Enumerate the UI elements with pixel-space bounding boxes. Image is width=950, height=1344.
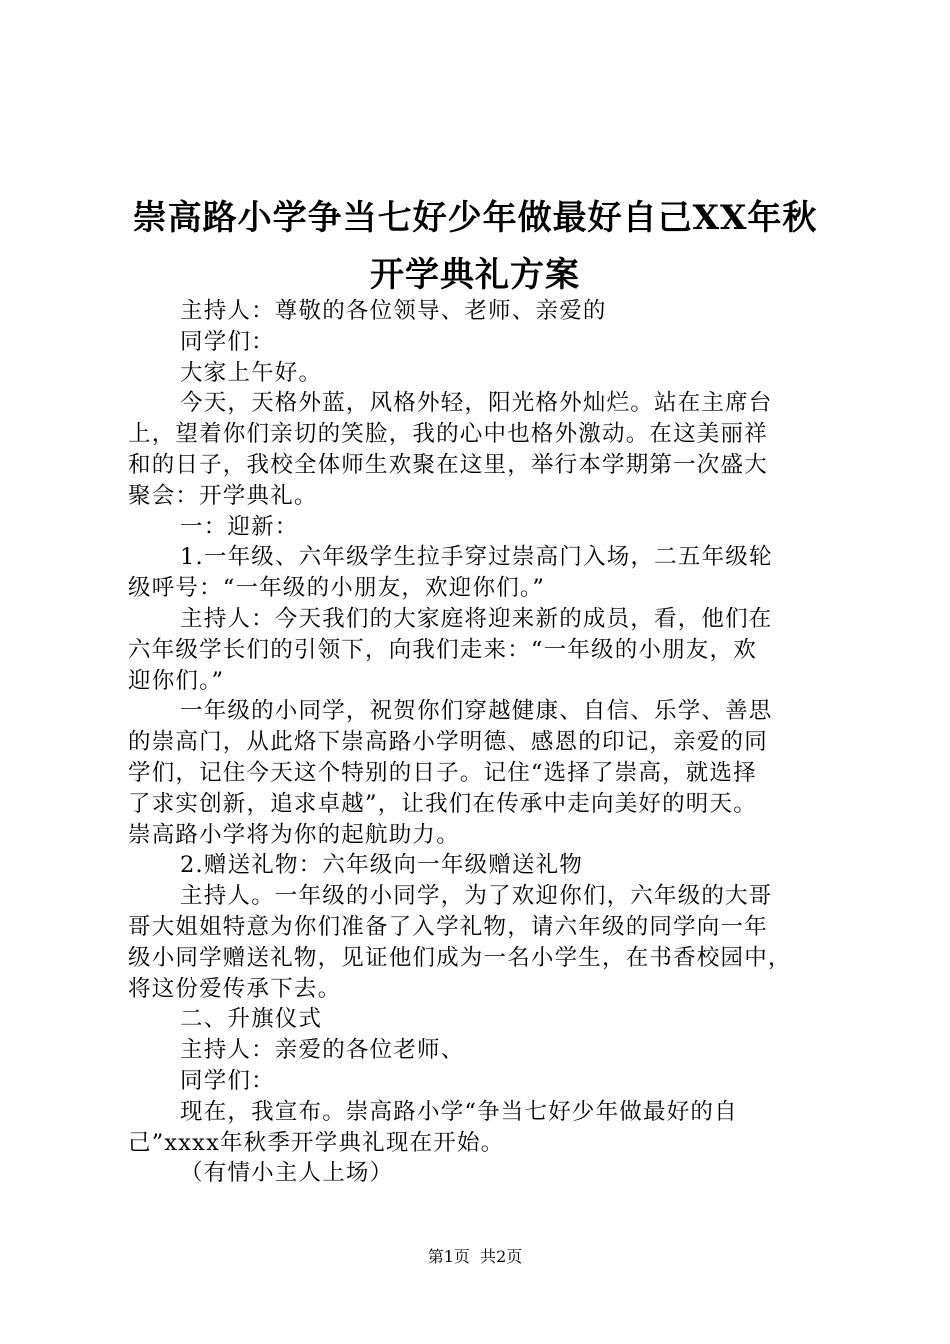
text-line: 一年级的小同学，祝贺你们穿越健康、自信、乐学、善思 <box>180 698 773 725</box>
text-line: （有情小主人上场） <box>180 1160 394 1187</box>
text-line: 同学们： <box>180 1067 275 1094</box>
text-line: 崇高路小学将为你的起航助力。 <box>128 821 460 848</box>
text-line: 1.一年级、六年级学生拉手穿过崇高门入场，二五年级轮 <box>180 544 773 571</box>
text-line: 的崇高门，从此烙下崇高路小学明德、感恩的印记，亲爱的同 <box>128 729 768 756</box>
text-line: 今天，天格外蓝，风格外轻，阳光格外灿烂。站在主席台 <box>180 390 773 417</box>
text-line: 现在，我宣布。崇高路小学“争当七好少年做最好的自 <box>180 1098 738 1125</box>
text-line: 上，望着你们亲切的笑脸，我的心中也格外激动。在这美丽祥 <box>128 421 768 448</box>
text-line: 主持人：今天我们的大家庭将迎来新的成员，看，他们在 <box>180 605 773 632</box>
section-heading: 二、升旗仪式 <box>180 1006 323 1033</box>
text-line: 和的日子，我校全体师生欢聚在这里，举行本学期第一次盛大 <box>128 451 768 478</box>
text-line: 哥大姐姐特意为你们准备了入学礼物，请六年级的同学向一年 <box>128 913 768 940</box>
page-number-footer: 第1页 共2页 <box>427 1247 523 1266</box>
text-line: 主持人：尊敬的各位领导、老师、亲爱的 <box>180 298 607 324</box>
text-line: 六年级学长们的引领下，向我们走来：“一年级的小朋友，欢 <box>128 636 757 663</box>
text-line: 迎你们。” <box>128 667 225 694</box>
text-line: 主持人：亲爱的各位老师、 <box>180 1037 465 1064</box>
text-line: 2.赠送礼物：六年级向一年级赠送礼物 <box>180 852 584 879</box>
text-line: 同学们： <box>180 328 275 355</box>
text-line: 将这份爱传承下去。 <box>128 975 342 1002</box>
text-line: 级呼号：“一年级的小朋友，欢迎你们。” <box>128 575 546 602</box>
text-line: 了求实创新，追求卓越”，让我们在传承中走向美好的明天。 <box>128 790 757 817</box>
text-line: 级小同学赠送礼物，见证他们成为一名小学生，在书香校园中， <box>128 944 792 971</box>
text-line: 大家上午好。 <box>180 359 323 386</box>
document-body <box>128 296 831 1189</box>
document-title-line-1: 崇高路小学争当七好少年做最好自己XX年秋 <box>132 198 818 238</box>
document-title-line-2: 开学典礼方案 <box>370 255 580 295</box>
text-line: 学们，记住今天这个特别的日子。记住“选择了崇高，就选择 <box>128 759 757 786</box>
section-heading: 一：迎新： <box>180 513 299 540</box>
text-line: 己”xxxx年秋季开学典礼现在开始。 <box>128 1129 505 1156</box>
text-line: 聚会：开学典礼。 <box>128 482 318 509</box>
text-line: 主持人。一年级的小同学，为了欢迎你们，六年级的大哥 <box>180 883 773 910</box>
